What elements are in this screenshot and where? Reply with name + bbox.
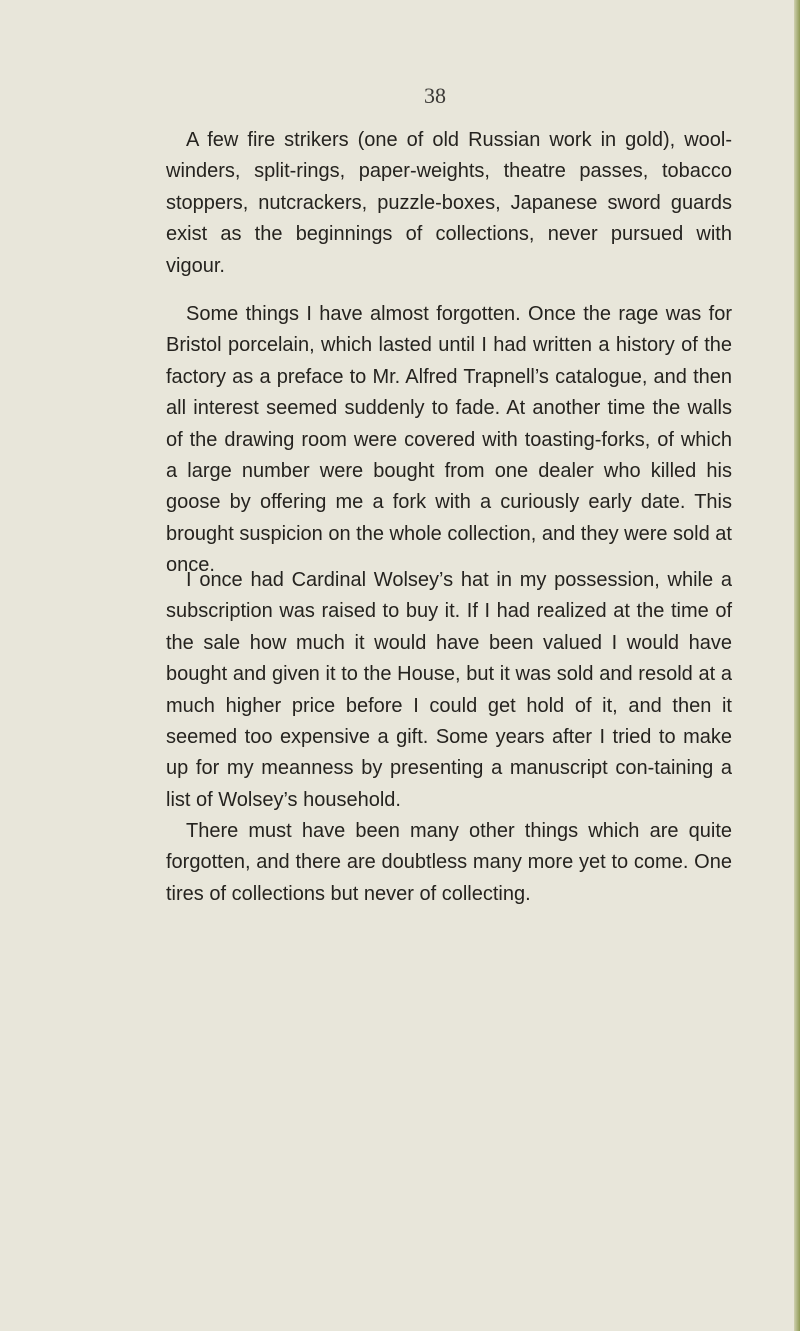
paragraph-forgotten-things: Some things I have almost forgotten. Once the rage was for Bristol porcelain, which lasted until I had written a history of the factory as a preface to Mr. Alfred Trapnell’s catalogue, and then all interest seemed suddenly to fade. At another time the walls of the drawing room were covered with toasting-forks, of which a large number were bought from one dealer who killed his goose by offering me a fork with a curiously early date. This brought suspicion on the whole collection, and they were sold at once. (166, 303, 732, 577)
page-number: 38 (424, 83, 446, 108)
page-edge-shadow (794, 0, 800, 1331)
paragraph-wolsey-hat: I once had Cardinal Wolsey’s hat in my possession, while a subscription was raised to buy it. If I had realized at the time of the sale how much it would have been valued I would have bought and given it to the House, but it was sold and resold at a much higher price before I could get hold of it, and then it seemed too expensive a gift. Some years after I tried to make up for my meanness by presenting a manuscript con-taining a list of Wolsey’s household. (166, 569, 732, 811)
paragraph-collections-beginnings: A few fire strikers (one of old Russian work in gold), wool-winders, split-rings, paper-weights, theatre passes, tobacco stoppers, nutcrackers, puzzle-boxes, Japanese sword guards exist as the beginnings of collections, never pursued with vigour. (166, 129, 732, 277)
paragraph-collecting-conclusion: There must have been many other things which are quite forgotten, and there are doubtless many more yet to come. One tires of collections but never of collecting. (166, 820, 732, 905)
